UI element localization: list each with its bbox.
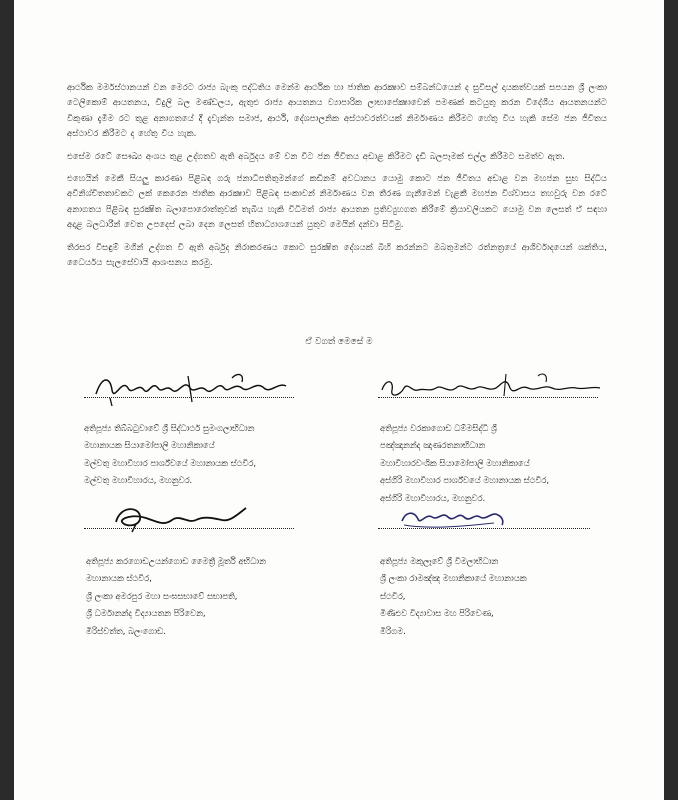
signature-line-malwathu	[84, 397, 294, 398]
signatory-asgiri-line: අස්ගිරි මහාවිහාර පාර්ශ්වයේ මහානායක ස්ථවිර,	[380, 475, 550, 486]
signatory-asgiri-line: අස්ගිරි මහාවිහාරය, මහනුවර.	[380, 492, 486, 503]
signatory-malwathu-line: මහානායක සියාමෝපාලි මහානිකායේ	[84, 440, 215, 451]
signature-line-amarapura	[84, 528, 294, 529]
signatory-asgiri-line: මහාවිහාරවංශික සියාමෝපාලි මහානිකායේ	[380, 457, 530, 468]
signature-asgiri	[378, 370, 618, 404]
paragraph-request: එහෙයින් මෙකී සියලු කාරණා පිළිබඳ ගරු ජනාධිපතිතුමන්ගේ කඩිනම් අවධානය යොමු කොට ජන ජීවිතය අඩාළ වන මහජන සුභ සිද්ධිය අවිනිශ්චිතතාවකට ලක් කෙරෙන ජාතික ආරක්‍ෂාව පිළිබඳ සංකාවන් නිර්මාණය වන තීරණ ගැනීමෙන් වැළකී මහජන විශ්වාසය තහවුරු වන රටේ අනාගතය පිළිබඳ සුරක්‍ෂිත බලාපොරොත්තුවක් තැබිය හැකි විධිමත් රාජ්‍ය ආයතන ප්‍රතිව්‍යුහගත කිරීමේ ක්‍රියාවලියකට යොමු වන ලෙසත් ඒ සඳහා අදාළ බලධාරීන් වෙත උපදෙස් ලබා දෙන ලෙසත් හිතාධ්‍යාශයෙන් යුතුව මෙයින් දන්වා සිටිමු.	[67, 174, 607, 231]
signatory-ramanna-line: අතිපූජ්‍ය මකුලෑවේ ශ්‍රී විමලාභිධාන	[380, 555, 499, 566]
signature-line-ramanna	[378, 528, 590, 529]
letter-body	[67, 81, 607, 278]
signatory-asgiri	[380, 402, 549, 508]
signatory-ramanna-line: ශ්‍රී ලංකා රාමඤ්ඤ මහානිකායේ මහානායක	[380, 573, 527, 584]
signatory-asgiri-line: අතිපූජ්‍ය වරකාගොඩ ධම්මසිද්ධි ශ්‍රී	[380, 422, 497, 433]
signatory-ramanna-line: මිරිගම.	[380, 625, 406, 636]
signatory-amarapura-line: මිරිස්වත්ත, බලංගොඩ.	[86, 625, 166, 636]
signatory-amarapura-line: මහානායක ස්ථවිර,	[86, 573, 152, 584]
paragraph-health: එසේම රටේ සෞඛ්‍ය අංශය තුළ උද්ගතව ඇති අර්බුදය මේ වන විට ජන ජීවිතය අඩාළ කිරීමට දැඩි බලපෑමක් එල්ල කිරීමට සමත්ව ඇත.	[67, 151, 565, 162]
signatory-ramanna-line: මිණිඑව විද්‍යාවාස මහ පිරිවෙණ,	[380, 608, 494, 619]
paragraph-economy: ආර්ථික මර්මස්ථානයන් වන මෙරට රාජ්‍ය බැංකු පද්ධතිය මෙන්ම ආර්ථික හා ජාතික ආරක්‍ෂාව සම්බන්ධයෙන් ද සුවිසල් දායකත්වයක් සපයන ශ්‍රී ලංකා ටෙලිකොම් ආයතනය, විදුලි බල මණ්ඩලය, ඇතුළු රාජ්‍ය ආයතනය ව්‍යාපාරික ලාභාපේක්‍ෂාවෙන් පමණක් කටයුතු කරන විදේශීය ආයතනයන්ට විකුණා දැමීම රට තුළ අනාගතයේ දී දැවැන්ත සමාජ, ආර්ථි, දේශපාලනික අස්ථාවරත්වයක් නිර්මාණය කිරීමට හේතු විය හැකි සේම ජන ජීවිතය අස්ථාවර කිරීමට ද හේතු විය හැක.	[67, 83, 607, 140]
signatory-malwathu-line: අතිපූජ්‍ය තිබ්බටුවාවේ ශ්‍රී සිද්ධාර්ථ සුමංගලාභිධාන	[84, 422, 255, 433]
signatory-amarapura	[86, 535, 266, 641]
signatory-asgiri-line: පඤ්ඤානන්ද ඤාණරතනාභිධාන	[380, 440, 486, 451]
closing-line: ඒ වගත් මෙසේ ම	[305, 337, 373, 347]
signatory-ramanna-line: ස්ථවිර,	[380, 590, 406, 601]
signatory-amarapura-line: ශ්‍රී ධර්මානන්ද විද්‍යායතන පිරිවෙන,	[86, 608, 206, 619]
signatory-ramanna	[380, 535, 527, 641]
signature-line-asgiri	[378, 397, 598, 398]
signatory-amarapura-line: අතිපූජ්‍ය කරගොඩඋයන්ගොඩ මෛත්‍රී මූර්ති අභිධාන	[86, 555, 266, 566]
signatory-malwathu-line: මල්වතු මහාවිහාර පාර්ශ්වයේ මහානායක ස්ථවිර,	[84, 457, 257, 468]
signatory-amarapura-line: ශ්‍රී ලංකා අමරපුර මහා සංඝසභාවේ සභාපති,	[86, 590, 238, 601]
signatory-malwathu	[84, 402, 256, 490]
paragraph-blessing: තිරසර විසඳුම් මගින් උද්ගත වී ඇති අර්බුද නිරාකරණය කොට සුරක්‍ෂිත දේශයක් බිහි කරන්නට ඔබතුමන්ට රත්නත්‍රයේ ආශිර්වාදයෙන් ශක්තිය, ධෛර්යය සැලසේවායි ආශංසනය කරමු.	[67, 242, 607, 269]
signatory-malwathu-line: මල්වතු මහාවිහාරය, මහනුවර.	[84, 475, 193, 486]
